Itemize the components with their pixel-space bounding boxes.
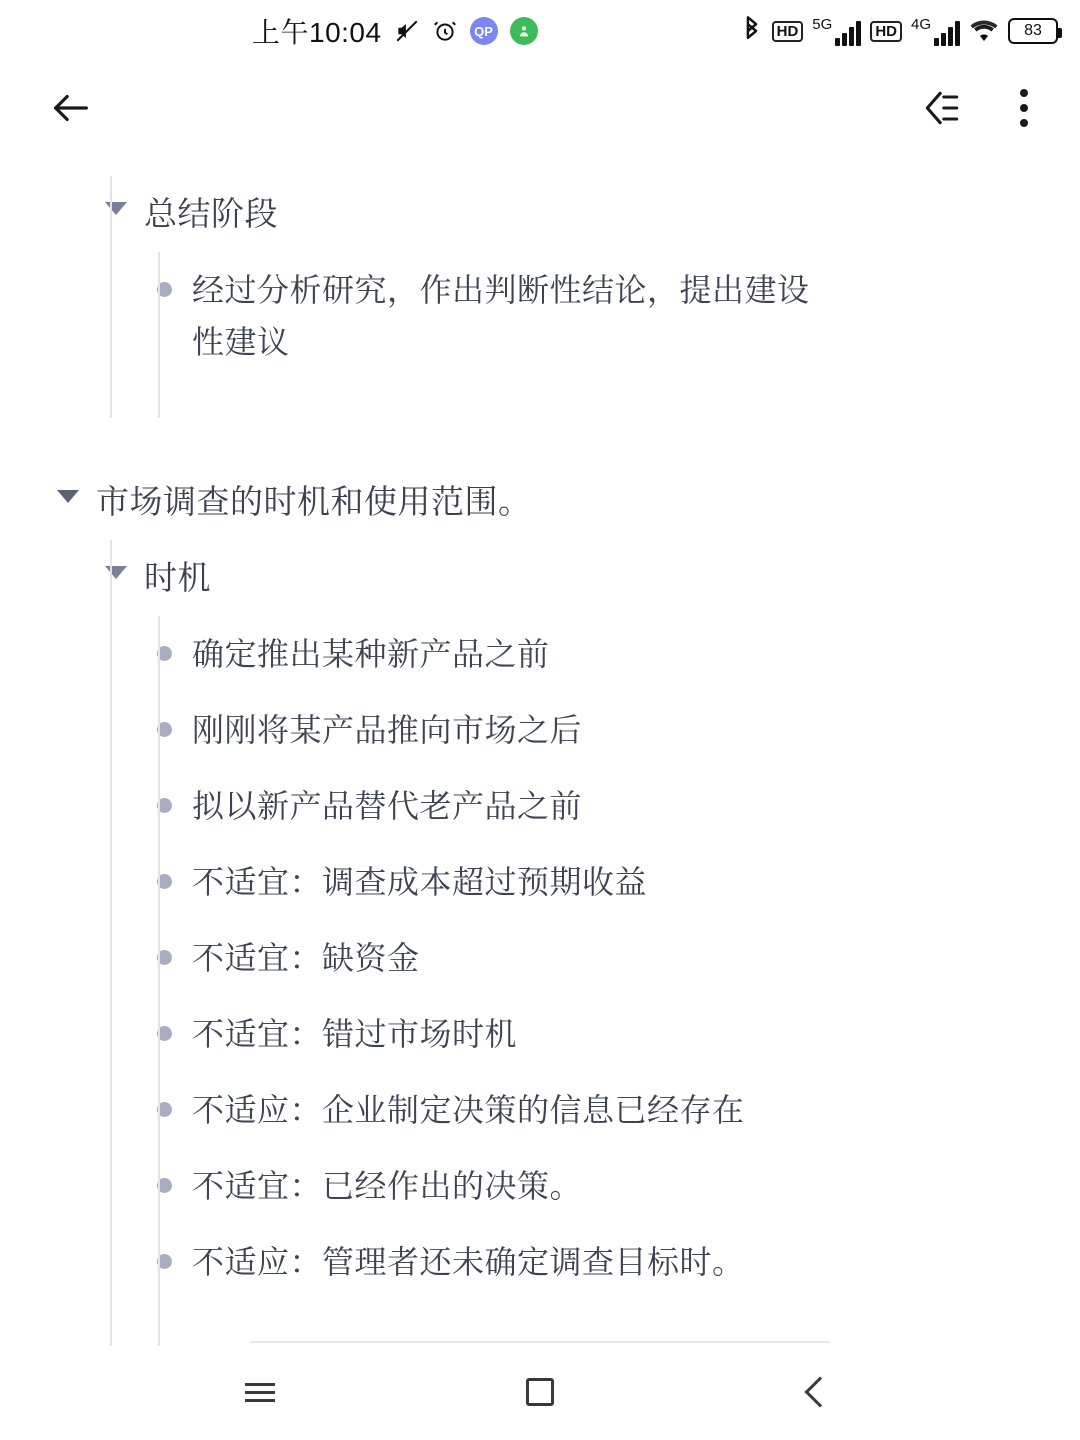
- bullet-icon: [136, 780, 192, 813]
- bullet-icon: [136, 1160, 192, 1193]
- outline-group-market-survey: [40, 464, 1040, 1346]
- outline-item[interactable]: [88, 176, 1040, 252]
- outline-item-label: 拟以新产品替代老产品之前: [192, 788, 583, 824]
- outline-item-label: 不适宜：缺资金: [192, 940, 420, 976]
- nav-back-button[interactable]: [790, 1362, 850, 1422]
- outline-item-label: 不适宜：错过市场时机: [192, 1016, 518, 1052]
- hd-icon-2: HD: [870, 21, 902, 42]
- collapse-triangle-icon[interactable]: [40, 476, 96, 503]
- outline-item[interactable]: [136, 1148, 1040, 1224]
- collapse-triangle-icon[interactable]: [88, 552, 144, 579]
- outline-item-label: 刚刚将某产品推向市场之后: [192, 712, 583, 748]
- app-bar: [0, 62, 1080, 154]
- bottom-divider: [250, 1341, 830, 1343]
- status-bar-left: [252, 11, 538, 51]
- outline-item-label: 不适宜：调查成本超过预期收益: [192, 864, 648, 900]
- recents-button[interactable]: [230, 1362, 290, 1422]
- app-bar-actions: [920, 83, 1038, 133]
- status-time: 上午10:04: [252, 17, 382, 48]
- system-nav-bar: [0, 1344, 1080, 1440]
- bullet-icon: [136, 1008, 192, 1041]
- qq-badge-icon: QP: [470, 17, 498, 45]
- mute-icon: [394, 18, 420, 44]
- bullet-icon: [136, 704, 192, 737]
- network-5g-group: [812, 17, 861, 46]
- signal-bars-2: [934, 20, 960, 46]
- hd-icon-1: HD: [772, 21, 804, 42]
- outline-item[interactable]: [136, 1224, 1040, 1300]
- outline-item-label: 不适应：管理者还未确定调查目标时。: [192, 1244, 745, 1280]
- outline-item[interactable]: [40, 464, 1040, 540]
- wifi-icon: [969, 18, 999, 44]
- outline-icon[interactable]: [920, 86, 964, 130]
- collapse-triangle-icon[interactable]: [88, 188, 144, 215]
- green-app-badge-icon: [510, 17, 538, 45]
- bullet-icon: [136, 1084, 192, 1117]
- home-button[interactable]: [510, 1362, 570, 1422]
- outline-item[interactable]: [136, 692, 1040, 768]
- more-options-icon[interactable]: [1010, 83, 1038, 133]
- outline-item[interactable]: [136, 252, 1040, 380]
- outline-content: [0, 154, 1080, 1346]
- outline-item[interactable]: [88, 540, 1040, 616]
- outline-item-label: 总结阶段: [144, 195, 278, 232]
- outline-item[interactable]: [136, 1072, 1040, 1148]
- outline-item[interactable]: [136, 844, 1040, 920]
- network-4g-group: [911, 17, 960, 46]
- bullet-icon: [136, 628, 192, 661]
- alarm-icon: [432, 18, 458, 44]
- outline-item-label: 不适应：企业制定决策的信息已经存在: [192, 1092, 745, 1128]
- outline-item-label: 经过分析研究，作出判断性结论，提出建设性建议: [192, 272, 810, 360]
- status-bar-right: [741, 16, 1058, 46]
- bluetooth-icon: [741, 16, 763, 46]
- outline-subgroup-timing: [88, 540, 1040, 1346]
- outline-subgroup: [136, 252, 1040, 418]
- status-bar: [0, 0, 1080, 62]
- bullet-icon: [136, 856, 192, 889]
- outline-item-label: 时机: [144, 559, 211, 596]
- outline-group-summary: [88, 176, 1040, 418]
- back-button[interactable]: [48, 85, 94, 131]
- battery-indicator: 83: [1008, 18, 1058, 44]
- network-label-5g: 5G: [812, 15, 833, 33]
- outline-item-label: 确定推出某种新产品之前: [192, 636, 550, 672]
- bullet-icon: [136, 264, 192, 297]
- outline-item[interactable]: [136, 768, 1040, 844]
- outline-item[interactable]: [136, 616, 1040, 692]
- signal-bars-1: [835, 20, 861, 46]
- outline-leaf-list: [136, 616, 1040, 1346]
- bullet-icon: [136, 1236, 192, 1269]
- outline-item[interactable]: [136, 996, 1040, 1072]
- bullet-icon: [136, 932, 192, 965]
- outline-item-label: 不适宜：已经作出的决策。: [192, 1168, 583, 1204]
- network-label-4g: 4G: [910, 15, 931, 33]
- outline-item-label: 市场调查的时机和使用范围。: [96, 483, 532, 520]
- outline-item[interactable]: [136, 920, 1040, 996]
